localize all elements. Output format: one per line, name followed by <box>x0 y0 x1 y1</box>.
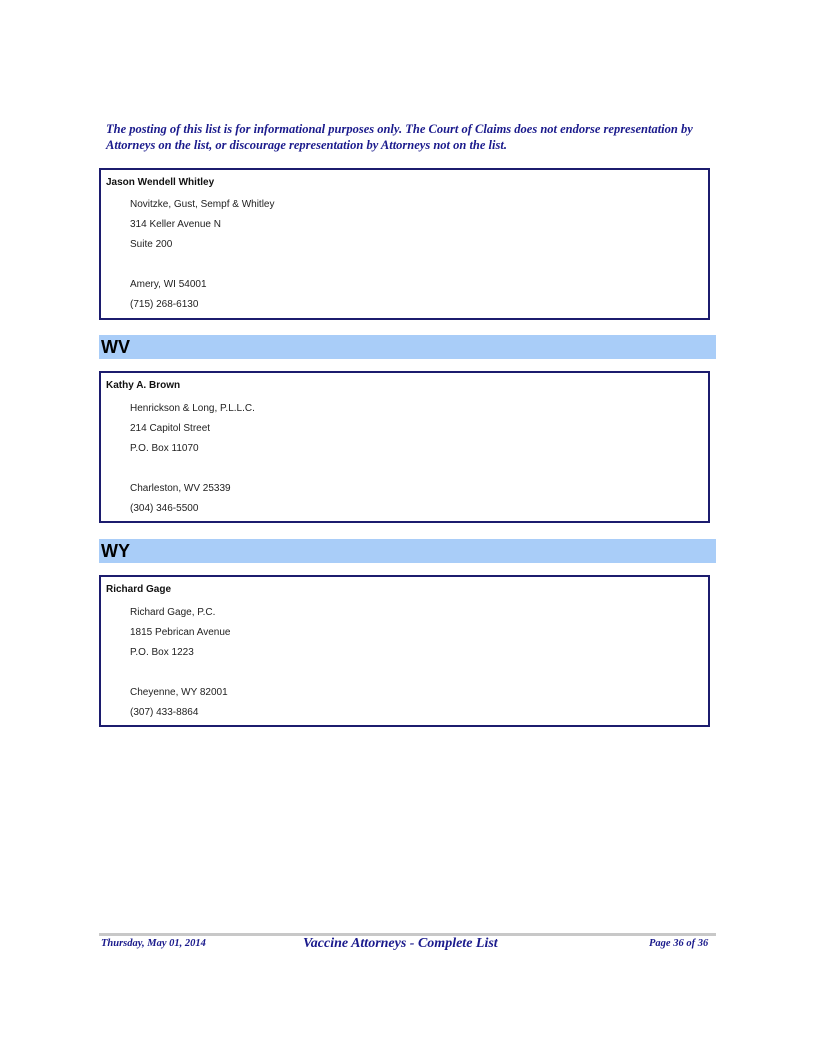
address-line-2: Suite 200 <box>130 239 173 250</box>
attorney-card <box>99 575 710 727</box>
state-code: WY <box>101 541 130 561</box>
state-header-wy <box>99 539 716 563</box>
footer-page-number: Page 36 of 36 <box>649 938 709 949</box>
address-line-2: P.O. Box 11070 <box>130 443 199 454</box>
address-line-2: P.O. Box 1223 <box>130 647 194 658</box>
city-state-zip: Amery, WI 54001 <box>130 279 207 290</box>
firm-name: Henrickson & Long, P.L.L.C. <box>130 403 255 414</box>
city-state-zip: Cheyenne, WY 82001 <box>130 687 228 698</box>
attorney-card <box>99 168 710 320</box>
attorney-name: Richard Gage <box>106 584 172 595</box>
attorney-card <box>99 371 710 523</box>
phone-number: (715) 268-6130 <box>130 299 199 310</box>
disclaimer-text: The posting of this list is for informational purposes only. The Court of Claims does not endorse representation by Attorneys on the list, or discourage representation by Attorneys not on the list. <box>106 122 693 152</box>
address-line-1: 214 Capitol Street <box>130 423 211 434</box>
address-line-1: 1815 Pebrican Avenue <box>130 627 231 638</box>
phone-number: (307) 433-8864 <box>130 707 199 718</box>
phone-number: (304) 346-5500 <box>130 503 199 514</box>
firm-name: Richard Gage, P.C. <box>130 607 216 618</box>
state-code: WV <box>101 337 130 357</box>
state-header-wv <box>99 335 716 359</box>
footer-date: Thursday, May 01, 2014 <box>101 938 206 949</box>
attorney-name: Kathy A. Brown <box>106 380 181 391</box>
city-state-zip: Charleston, WV 25339 <box>130 483 231 494</box>
address-line-1: 314 Keller Avenue N <box>130 219 221 230</box>
firm-name: Novitzke, Gust, Sempf & Whitley <box>130 199 275 210</box>
footer-title: Vaccine Attorneys - Complete List <box>303 936 498 951</box>
attorney-name: Jason Wendell Whitley <box>106 177 215 188</box>
